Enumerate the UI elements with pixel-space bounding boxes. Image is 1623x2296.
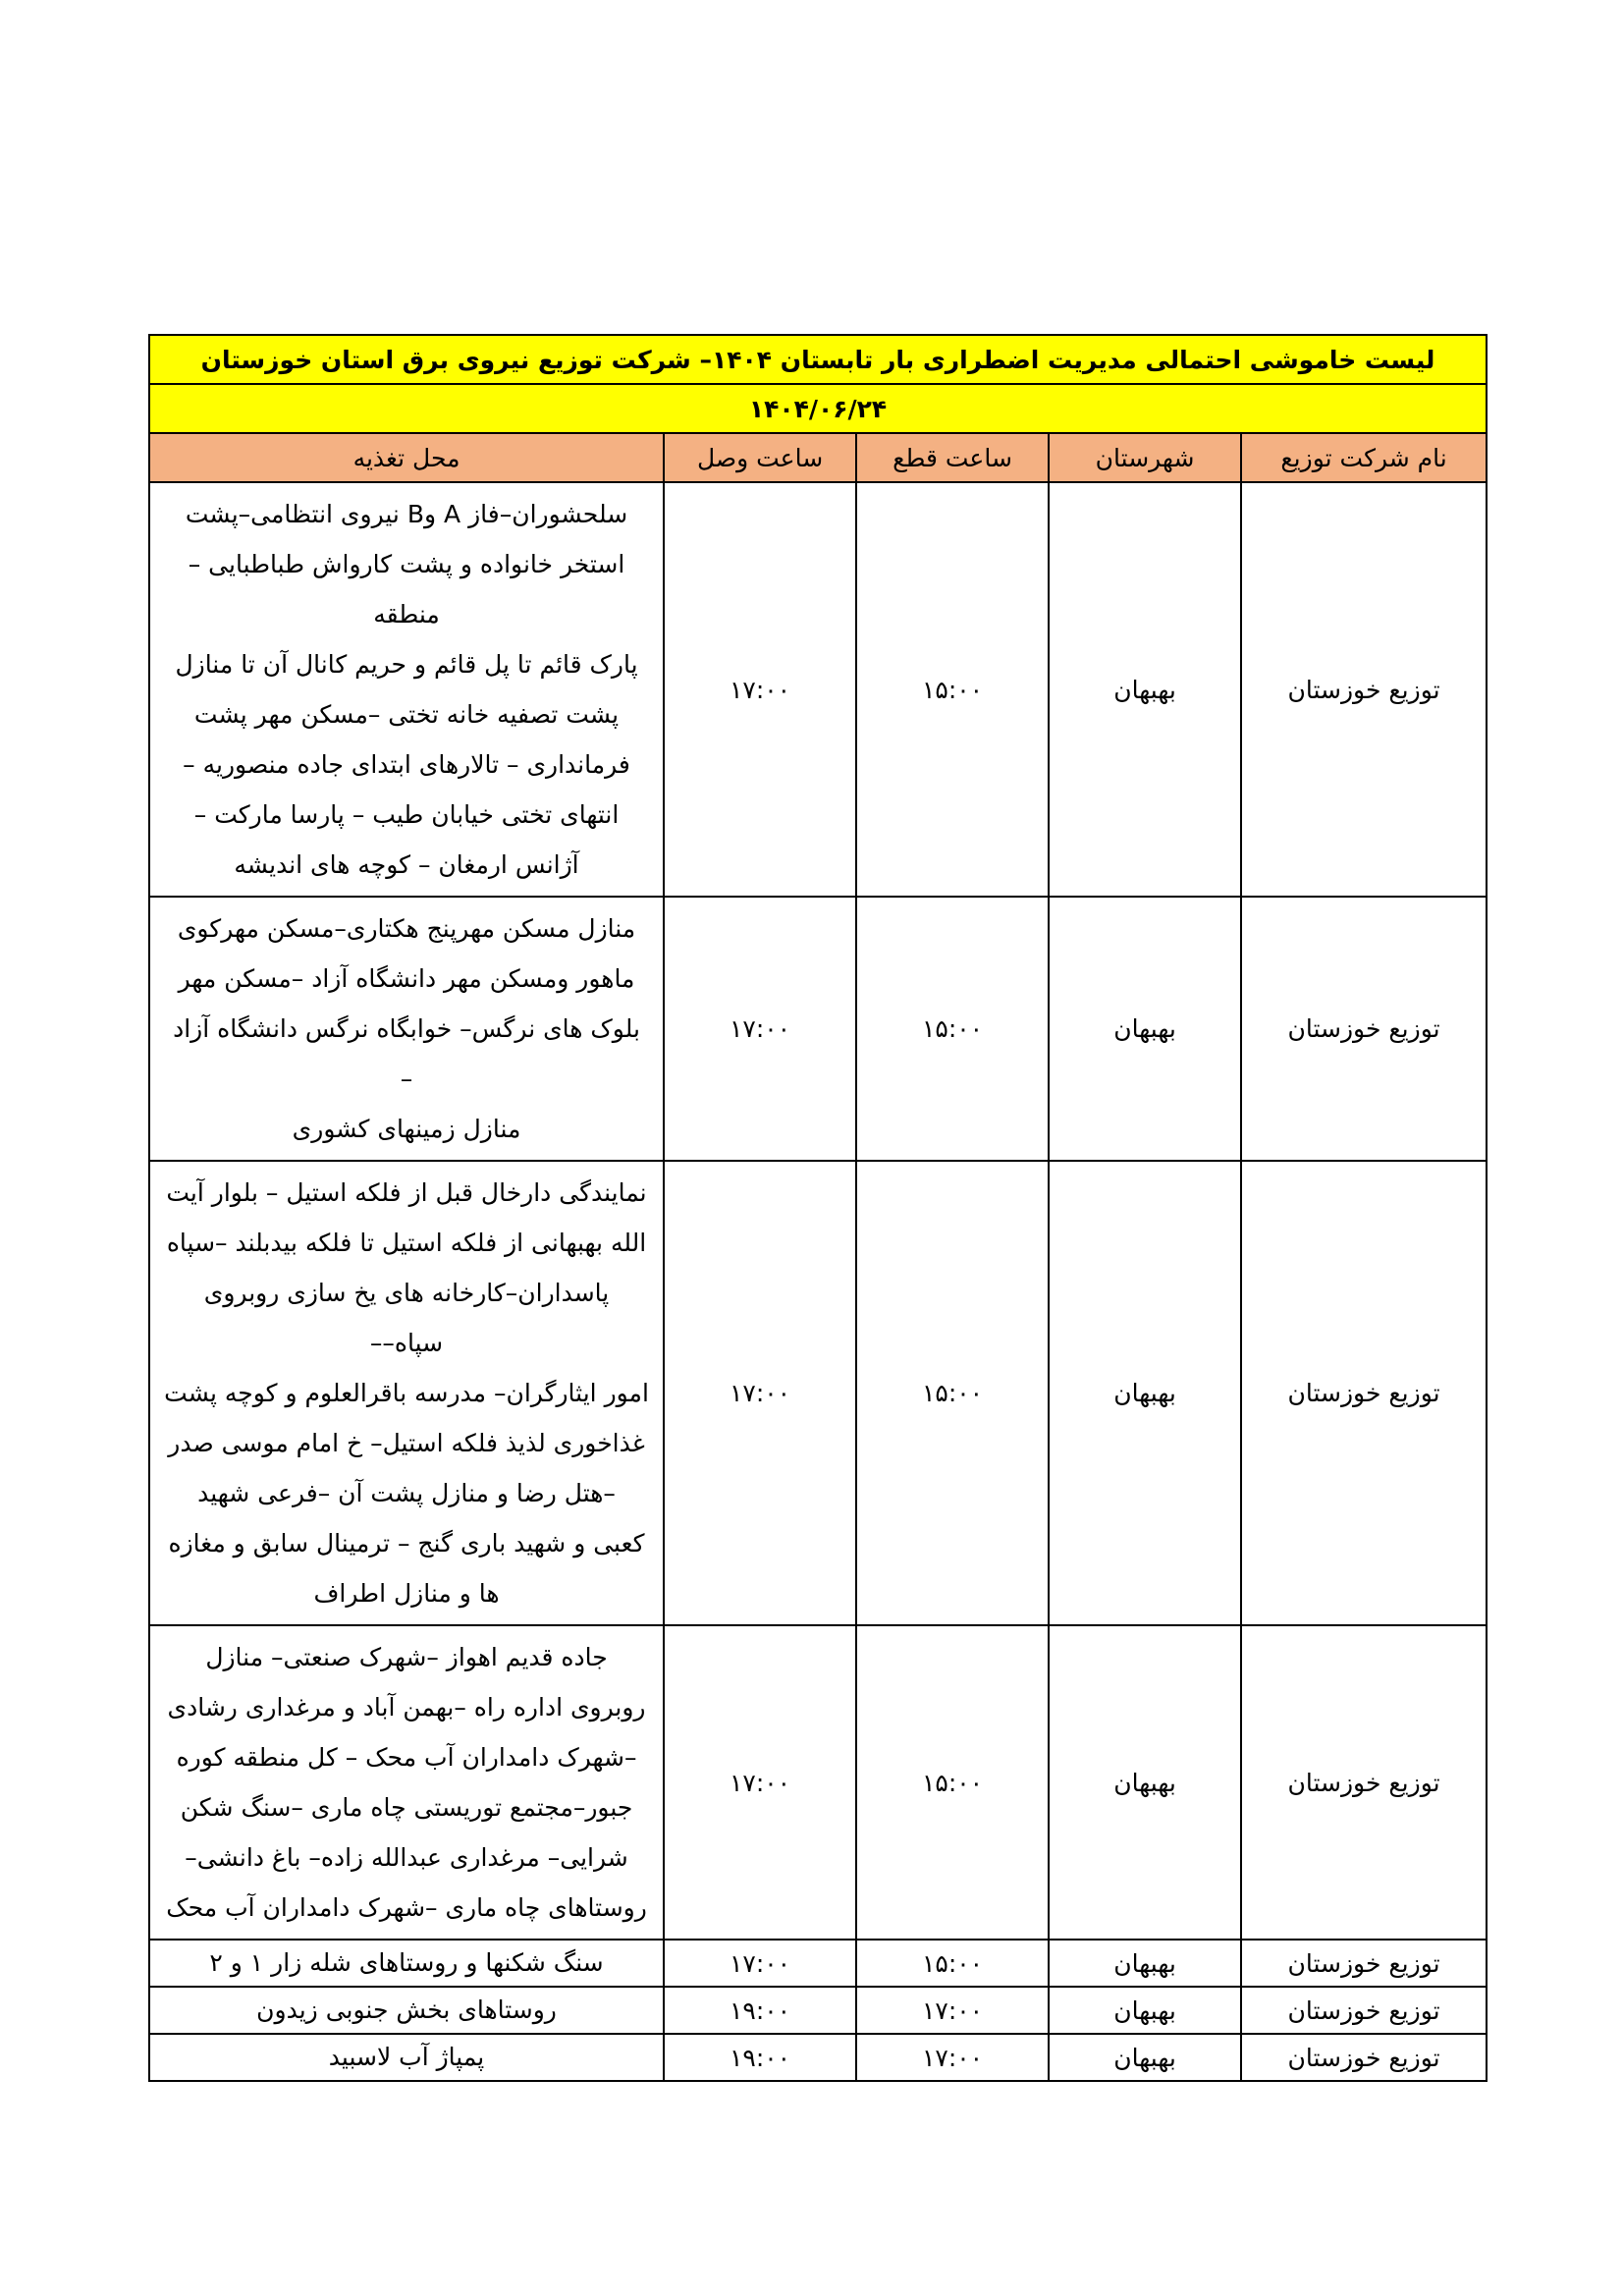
- table-header-row: [149, 433, 1487, 482]
- area-line: جبور–مجتمع توریستی چاه ماری –سنگ شکن: [180, 1793, 633, 1822]
- company-cell: توزیع خوزستان: [1241, 1625, 1487, 1940]
- area-line: روستاهای بخش جنوبی زیدون: [256, 1995, 557, 2024]
- area-cell: [149, 1161, 664, 1625]
- city-cell: بهبهان: [1049, 1625, 1241, 1940]
- outage-table: [148, 334, 1488, 2082]
- area-cell: [149, 897, 664, 1161]
- cut-time-cell: ۱۷:۰۰: [856, 2034, 1049, 2081]
- header-company: نام شرکت توزیع: [1241, 433, 1487, 482]
- area-line: شرایی– مرغداری عبدالله زاده– باغ دانشی–: [185, 1843, 628, 1872]
- table-row: [149, 2034, 1487, 2081]
- area-line: پشت تصفیه خانه تختی –مسکن مهر پشت: [193, 700, 620, 729]
- connect-time-cell: ۱۷:۰۰: [664, 1625, 856, 1940]
- area-cell: [149, 1987, 664, 2034]
- connect-time-cell: ۱۷:۰۰: [664, 1940, 856, 1987]
- area-line: بلوک های نرگس– خوابگاه نرگس دانشگاه آزاد –: [173, 1014, 640, 1093]
- area-line: روبروی اداره راه –بهمن آباد و مرغداری رشادی: [167, 1693, 646, 1722]
- area-line: منازل زمینهای کشوری: [292, 1115, 521, 1143]
- header-city: شهرستان: [1049, 433, 1241, 482]
- area-line: نمایندگی دارخال قبل از فلکه استیل – بلوار آیت: [166, 1178, 647, 1207]
- area-cell: [149, 2034, 664, 2081]
- city-cell: بهبهان: [1049, 482, 1241, 897]
- area-line: پمپاژ آب لاسبید: [328, 2043, 485, 2071]
- cut-time-cell: ۱۵:۰۰: [856, 1161, 1049, 1625]
- area-line: سنگ شکنها و روستاهای شله زار ۱ و ۲: [209, 1948, 604, 1977]
- area-line: الله بهبهانی از فلکه استیل تا فلکه بیدبلند –سپاه: [166, 1229, 647, 1257]
- company-cell: توزیع خوزستان: [1241, 1940, 1487, 1987]
- outage-sheet: [148, 334, 1486, 2082]
- table-row: [149, 1161, 1487, 1625]
- area-line: ها و منازل اطراف: [313, 1579, 500, 1608]
- header-connect-time: ساعت وصل: [664, 433, 856, 482]
- company-cell: توزیع خوزستان: [1241, 897, 1487, 1161]
- table-row: [149, 1940, 1487, 1987]
- cut-time-cell: ۱۷:۰۰: [856, 1987, 1049, 2034]
- area-line: پاسداران–کارخانه های یخ سازی روبروی سپاه––: [203, 1279, 610, 1357]
- city-cell: بهبهان: [1049, 1987, 1241, 2034]
- cut-time-cell: ۱۵:۰۰: [856, 482, 1049, 897]
- header-area: محل تغذیه: [149, 433, 664, 482]
- area-line: پارک قائم تا پل قائم و حریم کانال آن تا منازل: [175, 650, 638, 679]
- company-cell: توزیع خوزستان: [1241, 1987, 1487, 2034]
- area-line: کعبی و شهید باری گنج – ترمینال سابق و مغازه: [168, 1529, 645, 1558]
- connect-time-cell: ۱۹:۰۰: [664, 2034, 856, 2081]
- cut-time-cell: ۱۵:۰۰: [856, 897, 1049, 1161]
- city-cell: بهبهان: [1049, 897, 1241, 1161]
- area-line: جاده قدیم اهواز –شهرک صنعتی– منازل: [205, 1643, 608, 1671]
- area-cell: [149, 1625, 664, 1940]
- connect-time-cell: ۱۷:۰۰: [664, 1161, 856, 1625]
- area-line: روستاهای چاه ماری –شهرک دامداران آب محک: [166, 1893, 647, 1922]
- table-row: [149, 482, 1487, 897]
- area-line: فرمانداری – تالارهای ابتدای جاده منصوریه –: [183, 750, 630, 779]
- cut-time-cell: ۱۵:۰۰: [856, 1940, 1049, 1987]
- company-cell: توزیع خوزستان: [1241, 2034, 1487, 2081]
- area-line: غذاخوری لذیذ فلکه استیل– خ امام موسی صدر: [168, 1429, 645, 1457]
- table-row: [149, 897, 1487, 1161]
- area-line: –هتل رضا و منازل پشت آن –فرعی شهید: [197, 1479, 616, 1507]
- company-cell: توزیع خوزستان: [1241, 482, 1487, 897]
- city-cell: بهبهان: [1049, 1161, 1241, 1625]
- connect-time-cell: ۱۷:۰۰: [664, 897, 856, 1161]
- table-body: [149, 482, 1487, 2081]
- area-line: منازل مسکن مهرپنج هکتاری–مسکن مهرکوی: [177, 914, 636, 943]
- area-cell: [149, 482, 664, 897]
- area-line: استخر خانواده و پشت کارواش طباطبایی –منطقه: [188, 550, 625, 629]
- document-date: ۱۴۰۴/۰۶/۲۴: [149, 384, 1487, 433]
- area-line: انتهای تختی خیابان طیب – پارسا مارکت –: [193, 800, 620, 829]
- city-cell: بهبهان: [1049, 1940, 1241, 1987]
- area-line: ماهور ومسکن مهر دانشگاه آزاد –مسکن مهر: [178, 964, 635, 993]
- header-cut-time: ساعت قطع: [856, 433, 1049, 482]
- area-line: سلحشوران–فاز A وB نیروی انتظامی–پشت: [185, 500, 628, 528]
- area-line: امور ایثارگران– مدرسه باقرالعلوم و کوچه پشت: [164, 1379, 649, 1407]
- table-row: [149, 1625, 1487, 1940]
- area-cell: [149, 1940, 664, 1987]
- table-row: [149, 1987, 1487, 2034]
- city-cell: بهبهان: [1049, 2034, 1241, 2081]
- cut-time-cell: ۱۵:۰۰: [856, 1625, 1049, 1940]
- document-title: لیست خاموشی احتمالی مدیریت اضطراری بار تابستان ۱۴۰۴– شرکت توزیع نیروی برق استان خوزستان: [149, 335, 1487, 384]
- connect-time-cell: ۱۹:۰۰: [664, 1987, 856, 2034]
- connect-time-cell: ۱۷:۰۰: [664, 482, 856, 897]
- area-line: آژانس ارمغان – کوچه های اندیشه: [234, 850, 579, 879]
- company-cell: توزیع خوزستان: [1241, 1161, 1487, 1625]
- area-line: –شهرک دامداران آب محک – کل منطقه کوره: [176, 1743, 637, 1772]
